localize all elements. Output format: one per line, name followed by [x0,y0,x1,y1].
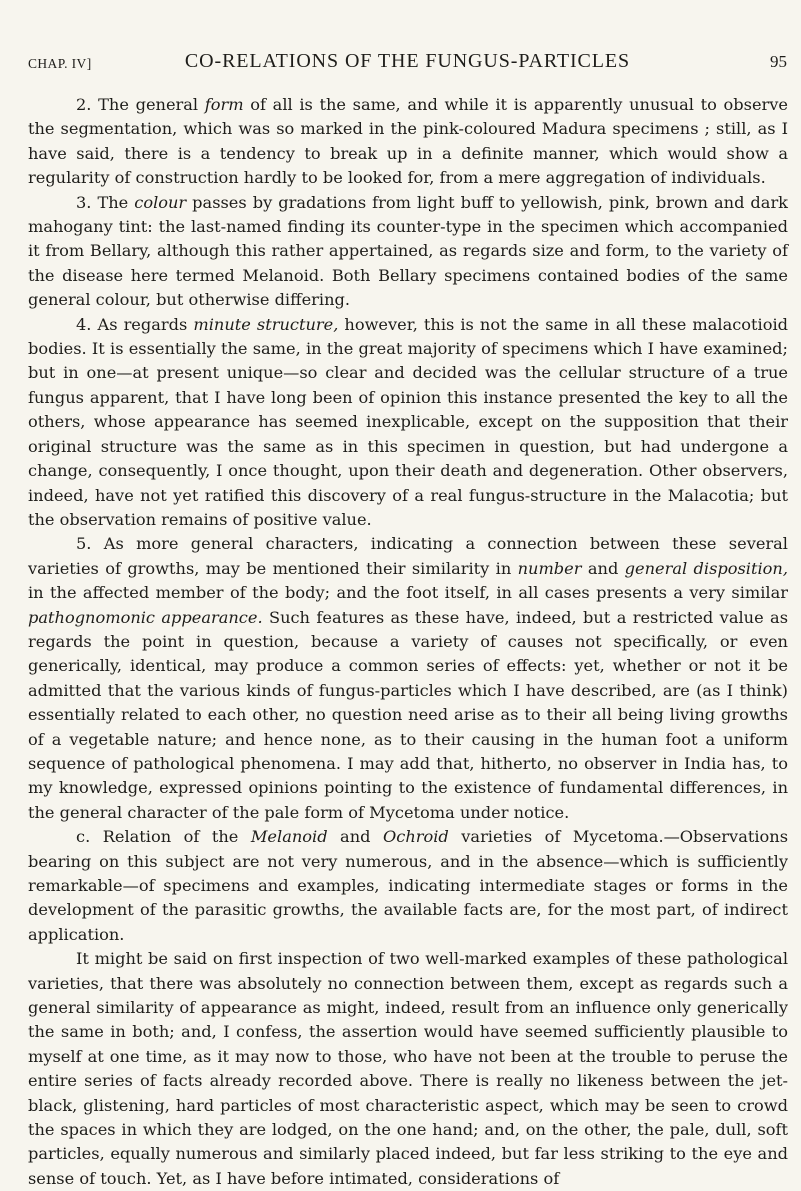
text-run: however, this is not the same in all these malacotioid bodies. It is essentially the same, in the great majority of specimens which I have examined; but in one—at present unique—so clear and decided was the cellular structure of a true fungus apparent, that I have long been of opinion this instance presented the key to all the others, whose appearance has seemed inexplicable, except on the supposition that their original structure was the same as in this specimen in question, but had undergone a change, consequently, I once thought, upon their death and degeneration. Other observers, indeed, have not yet ratified this discovery of a real fungus-structure in the Malacotia; but the observation remains of positive value. [28,314,788,529]
text-run: 2. The general [76,95,205,114]
text-run: passes by gradations from light buff to yellowish, pink, brown and dark mahogany tint: the last-named finding its counter-type in the specimen which accompanied it from Bellary, although this rather appertained, as regards size and form, to the variety of the disease here termed Melanoid. Both Bellary specimens contained bodies of the same general colour, but otherwise differing. [28,192,788,310]
text-run: in the affected member of the body; and the foot itself, in all cases presents a very similar [28,583,788,603]
italic-term: number [517,558,582,578]
italic-term: minute structure, [193,314,339,334]
text-run: Such features as these have, indeed, but a restricted value as regards the point in question, because a variety of causes not specifically, or even generically, identical, may produce a common series of effects: yet, whether or not it be admitted that the various kinds of fungus-particles which I have described, are (as I think) essentially related to each other, no question need arise as to their all being living growths of a vegetable nature; and hence none, as to their causing in the human foot a uniform sequence of pathological phenomena. I may add that, hitherto, no observer in India has, to my knowledge, expressed opinions pointing to the existence of fundamental differences, in the general character of the pale form of Mycetoma under notice. [28,607,788,822]
text-run: and [327,827,383,847]
paragraph-relation-varieties [28,825,788,947]
page-body [28,93,788,1191]
text-run: varieties of Mycetoma.—Observations bearing on this subject are not very numerous, and in the absence—which is sufficiently remarkable—of specimens and examples, indicating intermediate stages or forms in the development of the parasitic growths, the available facts are, for the most part, of indirect application. [28,827,788,944]
page-number: 95 [770,52,787,71]
italic-term: form [204,95,244,114]
italic-term: general disposition, [624,558,788,578]
paragraph-minute-structure [28,313,788,533]
italic-term: Ochroid [382,827,449,847]
text-run: c. Relation of the [76,827,251,847]
text-run: and [581,558,625,578]
chapter-label: CHAP. IV] [28,56,92,71]
text-run: It might be said on first inspection of two well-marked examples of these pathological varieties, that there was absolutely no connection between them, except as regards such a general similarity of appearance as might, indeed, result from an influence only generically the same in both; and, I confess, the assertion would have seemed sufficiently plausible to myself at one time, as it may now to those, who have not been at the trouble to peruse the entire series of facts already recorded above. There is really no likeness between the jet-black, glistening, hard particles of most characteristic aspect, which may be seen to crowd the spaces in which they are lodged, on the one hand; and, on the other, the pale, dull, soft particles, equally numerous and similarly placed indeed, but far less striking to the eye and sense of touch. Yet, as I have before intimated, considerations of [28,949,788,1188]
italic-term: colour [134,192,187,212]
paragraph-general-characters [28,532,788,825]
paragraph-colour [28,191,788,313]
text-run: of all is the same, and while it is apparently unusual to observe the segmentation, which was so marked in the pink-coloured Madura specimens ; still, as I have said, there is a tendency to break up in a definite manner, which would show a regularity of construction hardly to be looked for, from a mere aggregation of individuals. [28,95,788,188]
paragraph-inspection [28,947,788,1191]
paragraph-form [28,93,788,191]
italic-term: pathognomonic appearance. [28,607,263,627]
text-run: 5. As more general characters, indicating a connection between these several varieties of growths, may be mentioned their similarity in [28,534,788,578]
text-run: 3. The [76,192,135,212]
running-title: CO-RELATIONS OF THE FUNGUS-PARTICLES [184,50,631,72]
italic-term: Melanoid [250,827,328,847]
text-run: 4. As regards [76,314,194,334]
